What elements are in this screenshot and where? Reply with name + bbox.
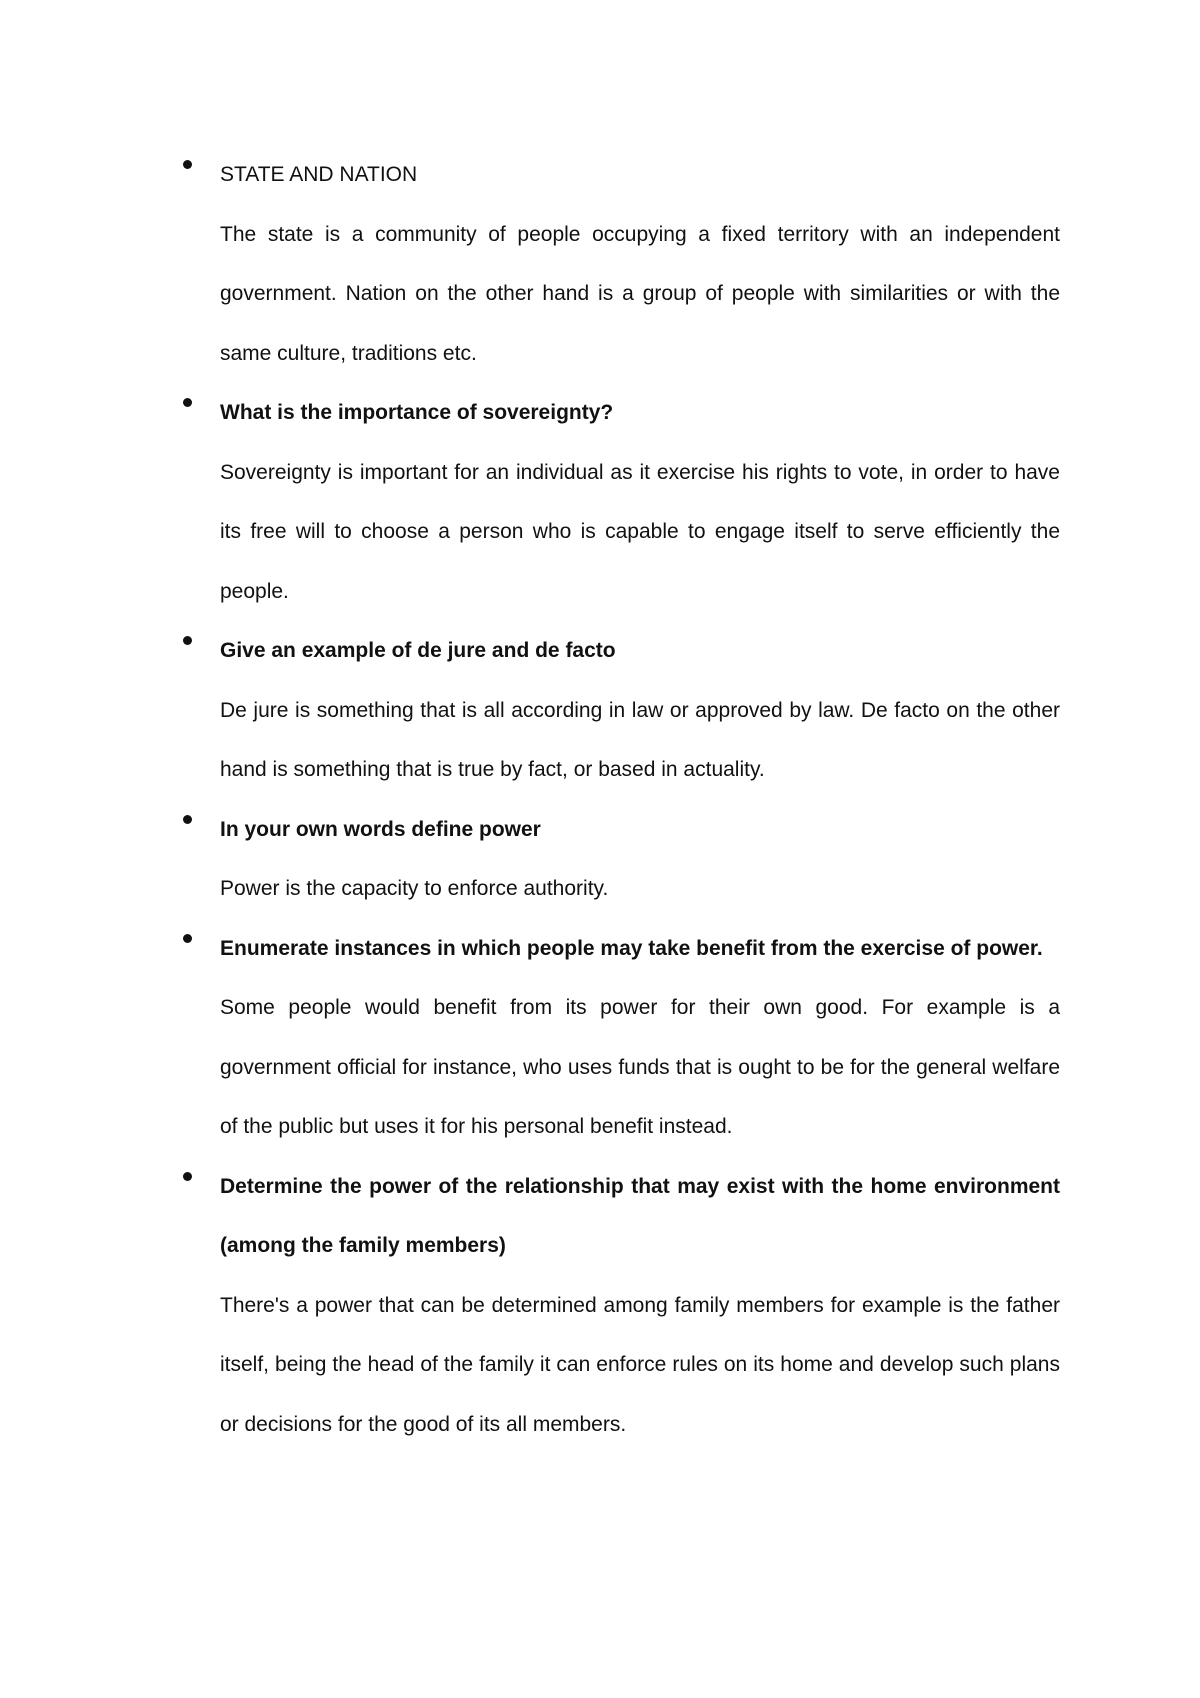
bullet-icon (183, 398, 192, 407)
section-answer: Some people would benefit from its power for their own good. For example is a government official for instance, who uses funds that is ought to be for the general welfare of the public but uses it for his personal benefit instead. (220, 996, 1060, 1138)
document-content (220, 145, 1060, 1454)
section-answer: Sovereignty is important for an individual as it exercise his rights to vote, in order to have its free will to choose a person who is capable to engage itself to serve efficiently the people. (220, 460, 1060, 603)
list-item (220, 800, 1060, 919)
section-answer: There's a power that can be determined among family members for example is the father itself, being the head of the family it can enforce rules on its home and develop such plans or decisions for the good of its all members. (220, 1293, 1060, 1436)
section-answer: Power is the capacity to enforce authority. (220, 877, 609, 900)
section-heading: STATE AND NATION (220, 163, 418, 186)
section-question: In your own words define power (220, 817, 541, 841)
section-answer: De jure is something that is all according in law or approved by law. De facto on the other hand is something that is true by fact, or based in actuality. (220, 698, 1060, 781)
list-item (220, 621, 1060, 800)
section-question: Give an example of de jure and de facto (220, 639, 616, 662)
bullet-icon (183, 934, 192, 943)
list-item (220, 145, 1060, 383)
bullet-icon (183, 160, 192, 169)
section-answer: The state is a community of people occupying a fixed territory with an independent government. Nation on the other hand is a group of people with similarities or with the same culture, traditions etc. (220, 222, 1060, 365)
section-question: What is the importance of sovereignty? (220, 401, 614, 424)
list-item (220, 1157, 1060, 1455)
bullet-icon (183, 636, 192, 645)
bullet-icon (183, 815, 192, 824)
section-question: Determine the power of the relationship that may exist with the home environment (among the family members) (220, 1174, 1060, 1257)
section-question: Enumerate instances in which people may take benefit from the exercise of power. (220, 936, 1043, 960)
list-item (220, 383, 1060, 621)
list-item (220, 919, 1060, 1157)
bullet-icon (183, 1172, 192, 1181)
